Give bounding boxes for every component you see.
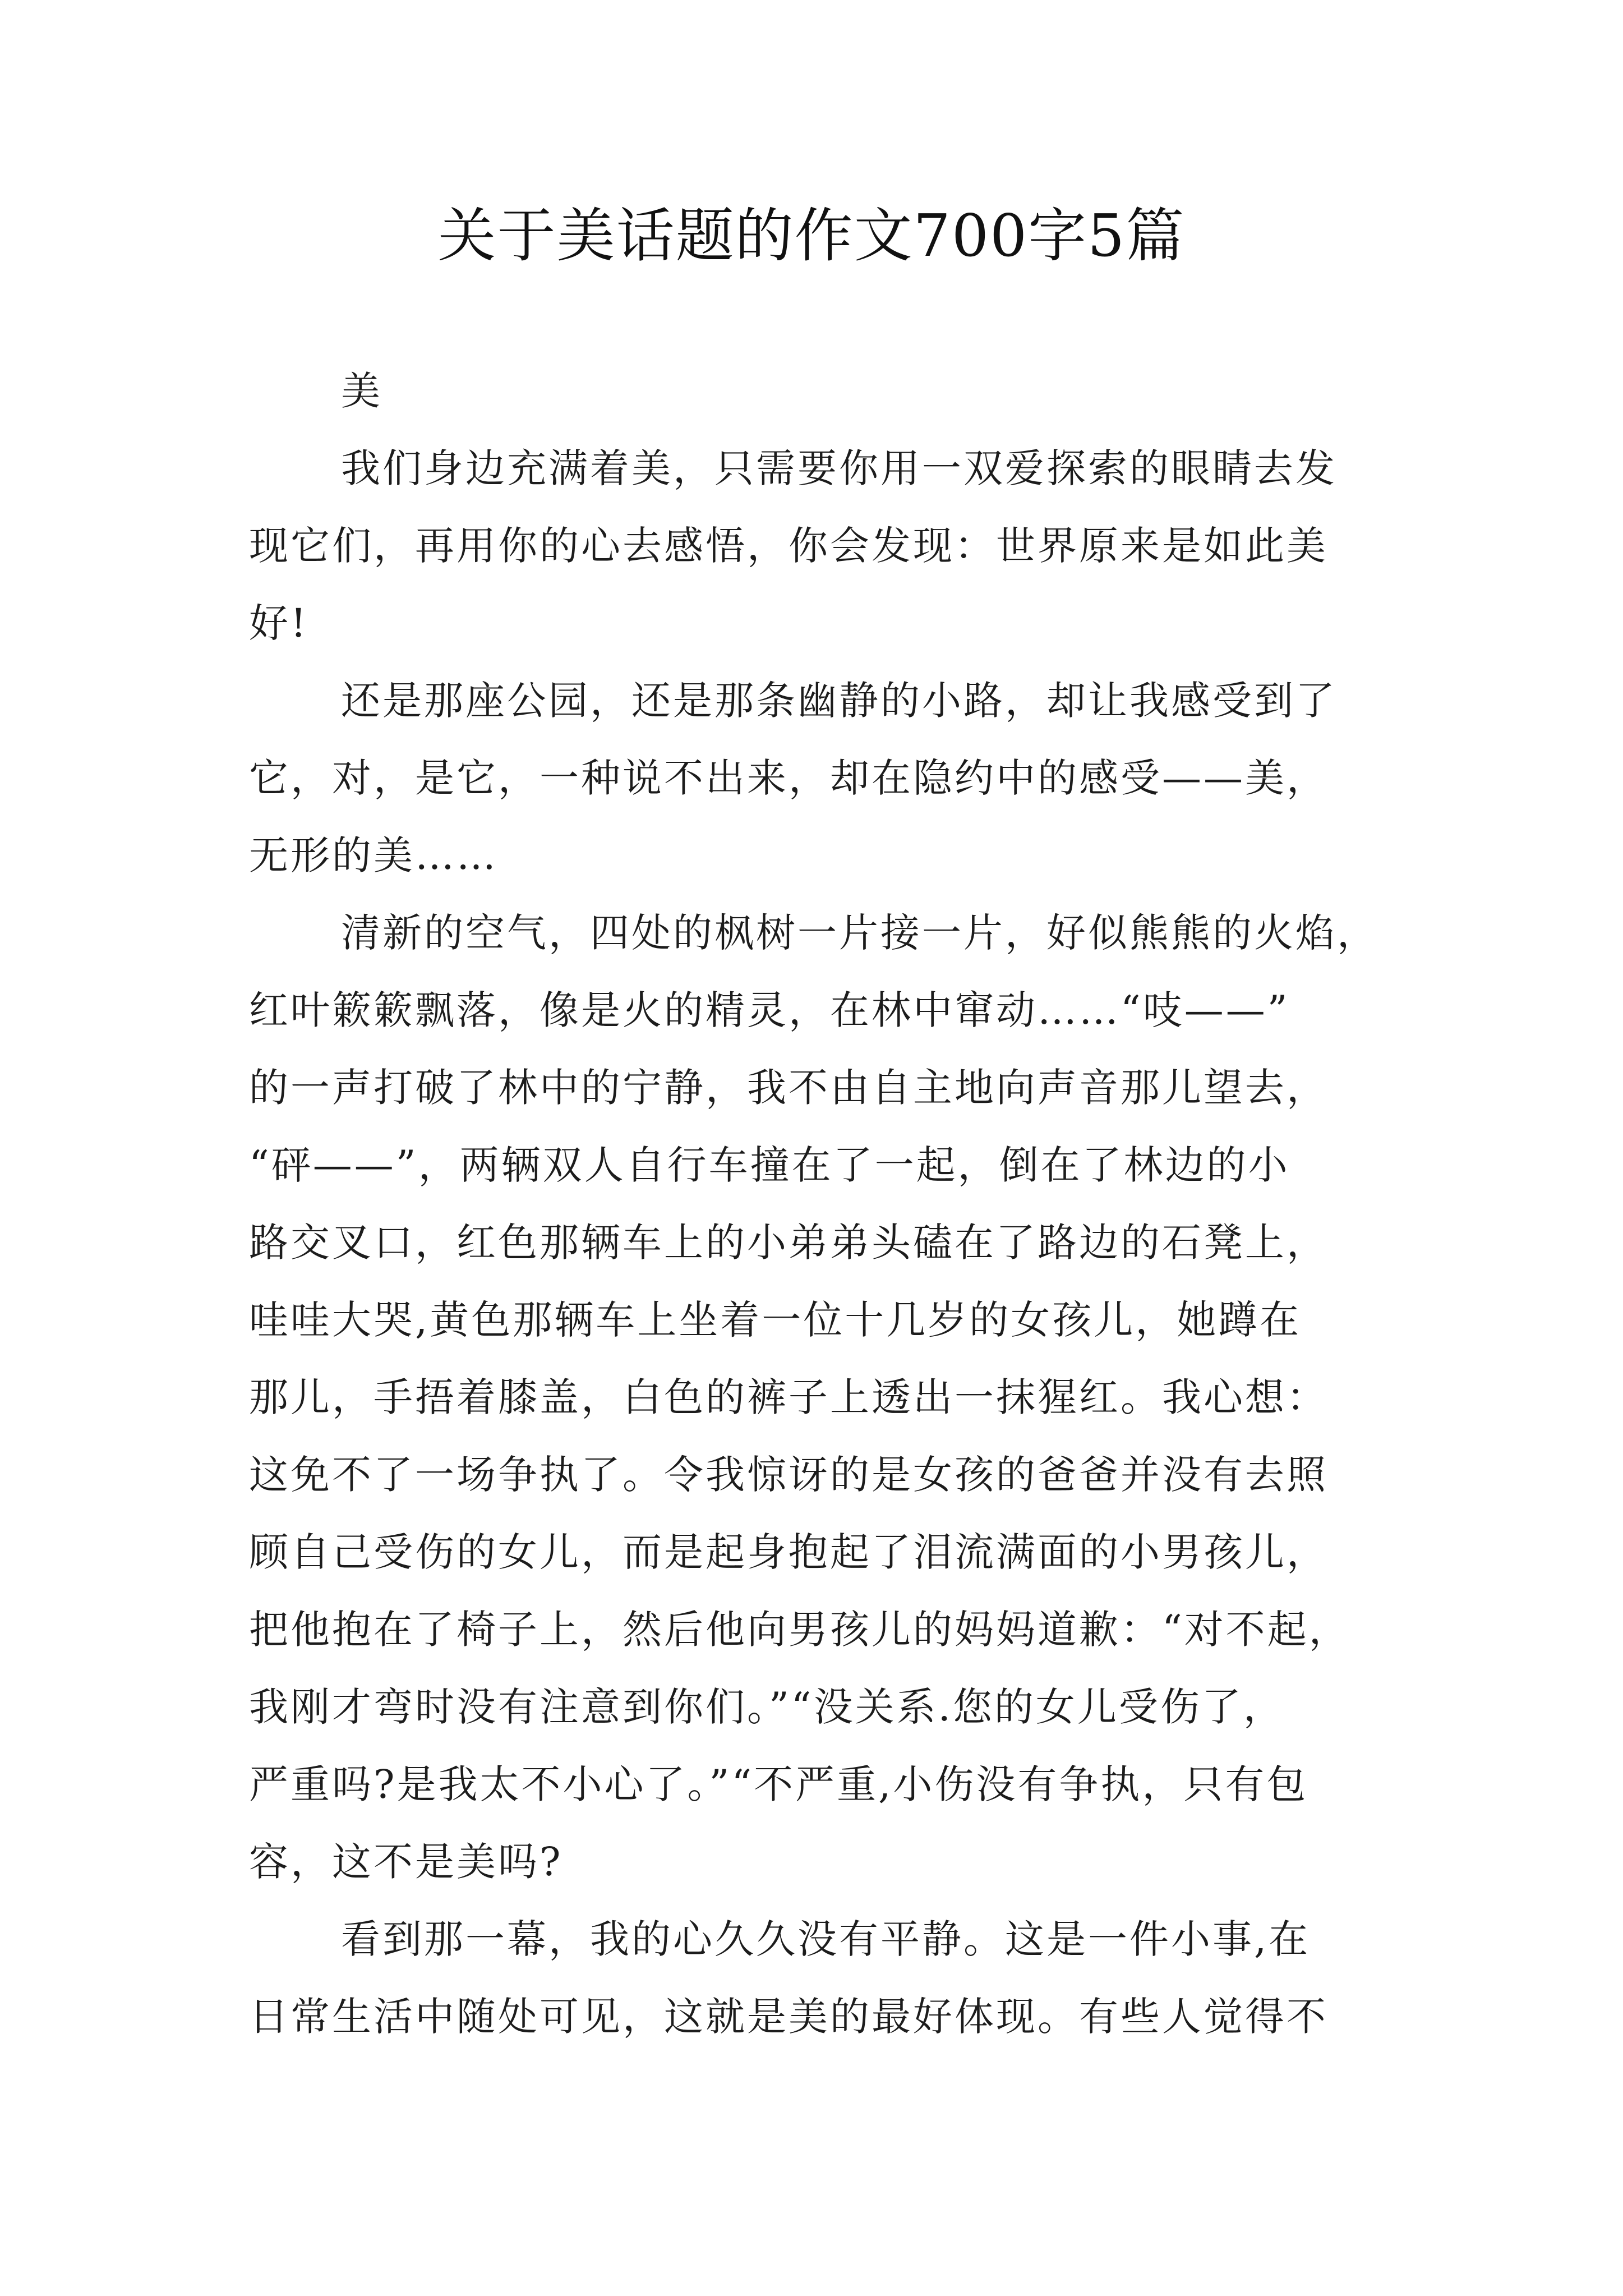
text-line: 哇哇大哭,黄色那辆车上坐着一位十几岁的女孩儿，她蹲在 [249,1297,1302,1343]
text-line: 我刚才弯时没有注意到你们。”“没关系.您的女儿受伤了， [249,1684,1285,1730]
document-title: 关于美话题的作文700字5篇 [437,201,1186,270]
text-line: 美 [341,368,382,414]
text-line: 那儿，手捂着膝盖，白色的裤子上透出一抹猩红。我心想： [249,1374,1328,1420]
text-line: 路交叉口，红色那辆车上的小弟弟头磕在了路边的石凳上， [249,1220,1328,1266]
text-line: 日常生活中随处可见，这就是美的最好体现。有些人觉得不 [249,1994,1328,2040]
document-body [249,352,1387,2055]
text-line: 它，对，是它，一种说不出来，却在隐约中的感受——美， [249,755,1328,801]
text-line: 把他抱在了椅子上，然后他向男孩儿的妈妈道歉：“对不起， [249,1607,1350,1653]
text-line: 红叶簌簌飘落，像是火的精灵，在林中窜动……“吱——” [249,987,1290,1033]
text-line: 顾自己受伤的女儿，而是起身抱起了泪流满面的小男孩儿， [249,1529,1328,1575]
text-line: “砰——”，两辆双人自行车撞在了一起，倒在了林边的小 [249,1142,1290,1188]
text-line: 看到那一幕，我的心久久没有平静。这是一件小事,在 [341,1916,1311,1962]
text-line: 还是那座公园，还是那条幽静的小路，却让我感受到了 [341,678,1337,724]
text-line: 清新的空气，四处的枫树一片接一片，好似熊熊的火焰， [341,910,1378,956]
text-line: 容，这不是美吗? [249,1839,563,1885]
text-line: 这免不了一场争执了。令我惊讶的是女孩的爸爸并没有去照 [249,1452,1328,1498]
text-line: 的一声打破了林中的宁静，我不由自主地向声音那儿望去， [249,1065,1328,1111]
text-line: 现它们，再用你的心去感悟，你会发现：世界原来是如此美 [249,523,1328,569]
text-line: 无形的美…… [249,832,498,878]
text-line: 严重吗?是我太不小心了。”“不严重,小伤没有争执，只有包 [249,1761,1308,1807]
text-line: 好! [249,600,309,646]
text-line: 我们身边充满着美，只需要你用一双爱探索的眼睛去发 [341,445,1337,491]
